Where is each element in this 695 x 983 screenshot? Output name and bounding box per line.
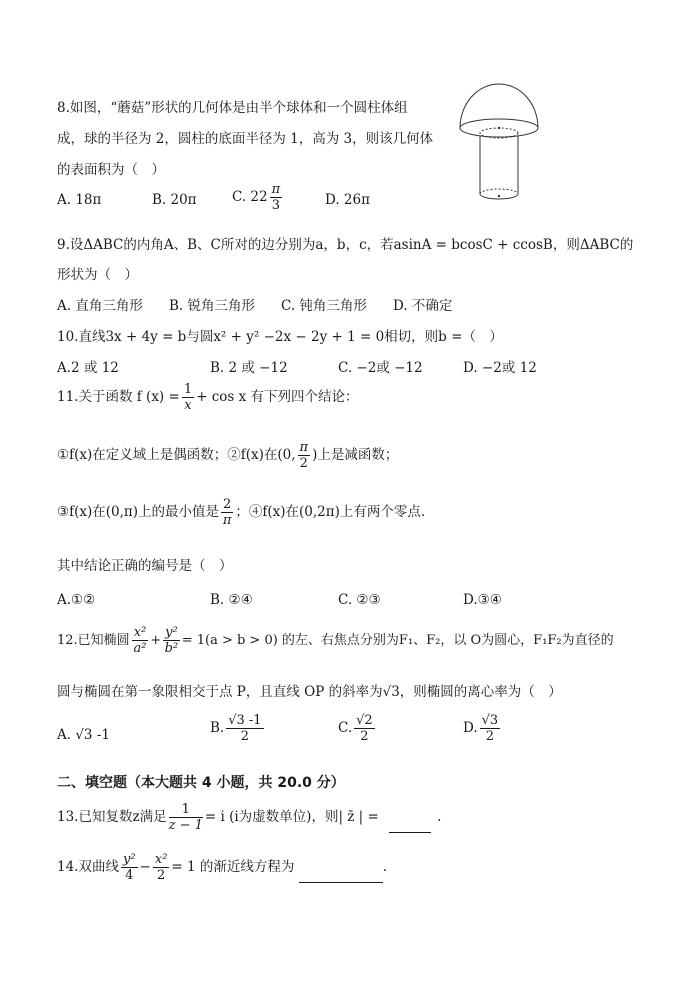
q11-line1: 11.关于函数 f (x) = $\frac{1}{x}$ + cos x 有下列四个结论：	[57, 382, 359, 413]
q12-line1: 12.已知椭圆 $\frac{\text{x²}}{\text{a²}}$ + $\frac{\text{y²}}{\text{b²}}$ = 1(a > b > 0) 的左、右焦点分别为F₁、F₂，以 O为圆心，F₁F₂为直径的	[57, 625, 614, 656]
q12-option-b-frac: $\frac{√3 -1}{2}$	[228, 713, 262, 744]
q14-frac2: $\frac{\text{x²}}{2}$	[154, 852, 168, 883]
q10-line1: 10.直线3x + 4y = b与圆x² + y² −2x − 2y + 1 = 0相切，则b =（ ）	[57, 329, 503, 345]
q11-option-d: D.③④	[463, 592, 502, 608]
q14-frac1: $\frac{\text{y²}}{4}$	[122, 852, 136, 883]
q11-statement-3-4: ③f(x)在(0,π)上的最小值是 $\frac{2}{\pi}$ ；④f(x)在(0,2π)上有两个零点.	[57, 497, 426, 528]
q11-s1-frac: $\frac{\pi}{2}$	[299, 440, 309, 471]
section-heading: 二、填空题（本大题共 4 小题，共 20.0 分）	[57, 775, 345, 791]
q8-option-c	[232, 182, 284, 213]
q10-option-b: B. 2 或 −12	[210, 360, 288, 376]
q11-frac: $\frac{1}{x}$	[183, 382, 193, 413]
q13-frac: $\frac{1}{z - 1}$	[168, 802, 203, 833]
q12-line2: 圆与椭圆在第一象限相交于点 P，且直线 OP 的斜率为√3，则椭圆的离心率为（ ）	[57, 684, 562, 700]
q11-statement-1-2: ①f(x)在定义域上是偶函数；②f(x)在(0, $\frac{\pi}{2}$ )上是减函数；	[57, 440, 399, 471]
q8-option-c-frac: $\frac{\pi}{3}$	[271, 182, 281, 213]
q8-line2: 成，球的半径为 2，圆柱的底面半径为 1，高为 3，则该几何体	[57, 131, 434, 147]
q12-option-c-frac: $\frac{√2}{2}$	[356, 713, 373, 744]
q12-option-d-frac: $\frac{√3}{2}$	[481, 713, 499, 744]
q10-option-a: A.2 或 12	[57, 360, 119, 376]
q9-line1: 9.设ΔABC的内角A、B、C所对的边分别为a，b，c，若asinA = bcosC + ccosB，则ΔABC的	[57, 237, 634, 253]
q9-option-b: B. 锐角三角形	[169, 298, 256, 314]
q12-option-d: D. $\frac{√3}{2}$	[463, 713, 499, 744]
q12-frac2: $\frac{\text{y²}}{\text{b²}}$	[164, 625, 179, 656]
q10-option-d: D. −2或 12	[463, 360, 537, 376]
q14-line: 14.双曲线 $\frac{\text{y²}}{4}$ − $\frac{\text{x²}}{2}$ = 1 的渐近线方程为 .	[57, 852, 387, 883]
q8-option-b: B. 20π	[152, 192, 197, 208]
q8-option-d: D. 26π	[325, 192, 370, 208]
q8-line1: 8.如图，“蘑菇”形状的几何体是由半个球体和一个圆柱体组	[57, 100, 408, 116]
q8-option-c-int: C. 22	[232, 189, 268, 205]
q9-line2: 形状为（ ）	[57, 267, 138, 283]
q9-option-d: D. 不确定	[393, 298, 453, 314]
q12-option-a: A. √3 -1	[57, 727, 110, 743]
q11-ask: 其中结论正确的编号是（ ）	[57, 558, 233, 574]
q13-line: 13.已知复数z满足 $\frac{1}{z - 1}$ = i (i为虚数单位)，则| z̄ | = .	[57, 802, 442, 833]
q12-frac1: $\frac{\text{x²}}{\text{a²}}$	[133, 625, 147, 656]
q12-option-c: C. $\frac{√2}{2}$	[338, 713, 373, 744]
q11-option-a: A.①②	[57, 592, 96, 608]
q13-answer-blank[interactable]	[389, 818, 431, 833]
mushroom-figure	[456, 78, 542, 210]
q8-line3: 的表面积为（ ）	[57, 162, 165, 178]
q11-s2-frac: $\frac{2}{\pi}$	[222, 497, 232, 528]
q14-answer-blank[interactable]	[299, 868, 383, 883]
q10-option-c: C. −2或 −12	[338, 360, 423, 376]
q12-option-b: B. $\frac{√3 -1}{2}$	[210, 713, 262, 744]
q9-option-c: C. 钝角三角形	[281, 298, 367, 314]
q8-option-a: A. 18π	[57, 192, 102, 208]
q11-option-b: B. ②④	[210, 592, 253, 608]
q11-option-c: C. ②③	[338, 592, 381, 608]
q9-option-a: A. 直角三角形	[57, 298, 143, 314]
